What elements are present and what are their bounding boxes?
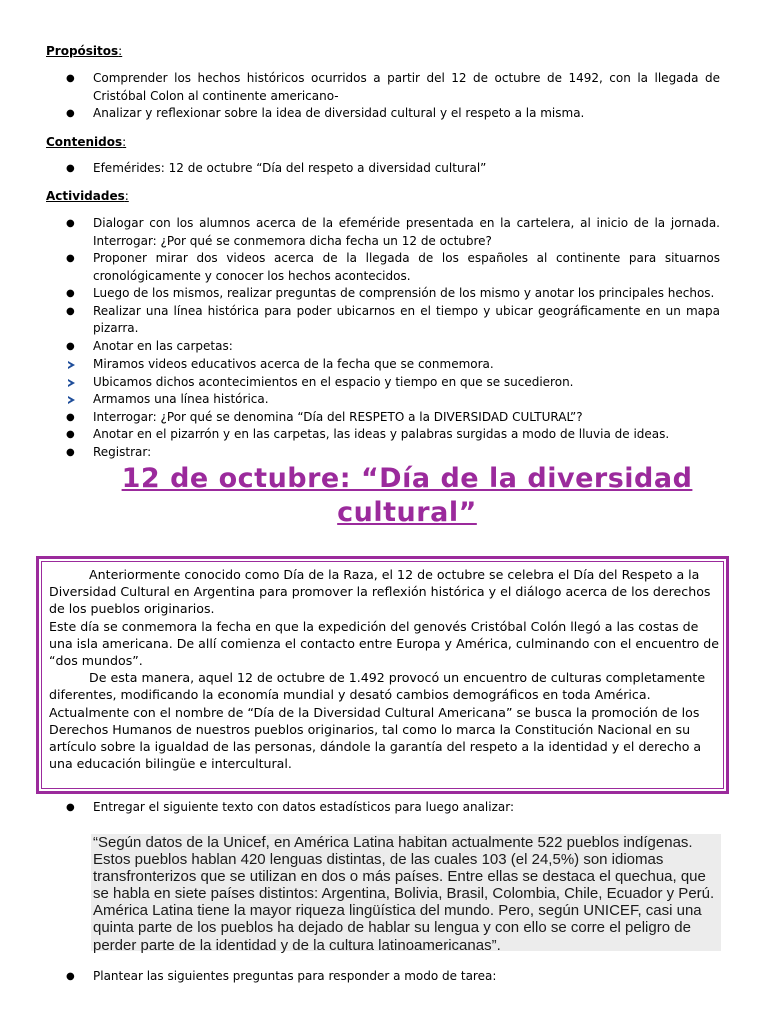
list-item-text: Anotar en las carpetas:: [93, 338, 233, 353]
plantear-list: [0, 968, 768, 986]
bullet-icon: ●: [66, 802, 75, 813]
entregar-list: [0, 799, 768, 817]
bullet-icon: ●: [66, 429, 75, 440]
list-item: [0, 160, 768, 178]
actividades-heading-text: Actividades: [46, 189, 125, 203]
info-box-text: [49, 566, 724, 772]
bullet-icon: ●: [66, 288, 75, 299]
list-item: [0, 105, 768, 123]
actividades-sublist: [0, 356, 768, 461]
list-item: [0, 215, 768, 250]
contenidos-heading: [46, 135, 126, 149]
propositos-heading-text: Propósitos: [46, 44, 119, 58]
list-item-text: Dialogar con los alumnos acerca de la efeméride presentada en la cartelera, al inicio de la jornada. Interrogar: ¿Por qué se conmemora dicha fecha un 12 de octubre?: [93, 216, 720, 248]
list-item: [0, 338, 768, 356]
actividades-heading: [46, 189, 129, 203]
info-paragraph: Anteriormente conocido como Día de la Raza, el 12 de octubre se celebra el Día del Respeto a la Diversidad Cultural en Argentina para promover la reflexión histórica y el diálogo acerca de los derechos de los pueblos originarios.: [49, 567, 715, 617]
arrow-bullet-icon: [68, 361, 75, 369]
list-item-text: Proponer mirar dos videos acerca de la llegada de los españoles al continente para situarnos cronológicamente y conocer los hechos acontecidos.: [93, 251, 720, 283]
list-item-text: Comprender los hechos históricos ocurridos a partir del 12 de octubre de 1492, con la llegada de Cristóbal Colon al continente americano-: [93, 71, 720, 103]
contenidos-colon: :: [122, 135, 127, 149]
bullet-icon: ●: [66, 446, 75, 458]
list-item-text: Ubicamos dichos acontecimientos en el espacio y tiempo en que se sucedieron.: [93, 374, 574, 389]
list-item-text: Realizar una línea histórica para poder ubicarnos en el tiempo y ubicar geográficamente en un mapa pizarra.: [93, 303, 720, 335]
list-item-text: Armamos una línea histórica.: [93, 392, 269, 406]
list-item: [0, 426, 768, 444]
info-box: [36, 556, 729, 794]
bullet-icon: ●: [66, 971, 75, 982]
bullet-icon: ●: [66, 340, 75, 352]
list-item-text: Anotar en el pizarrón y en las carpetas, las ideas y palabras surgidas a modo de lluvia de ideas.: [93, 427, 670, 441]
actividades-list: [0, 215, 768, 355]
list-item-text: Efemérides: 12 de octubre “Día del respeto a diversidad cultural”: [93, 161, 487, 175]
list-item: [0, 303, 768, 338]
list-item: [0, 374, 768, 392]
page-title: 12 de octubre: “Día de la diversidad cultural”: [121, 463, 693, 528]
list-item: [0, 799, 768, 817]
list-item: [0, 968, 768, 986]
list-item-text: Miramos videos educativos acerca de la fecha que se conmemora.: [93, 357, 494, 371]
bullet-icon: ●: [66, 253, 75, 264]
bullet-icon: ●: [66, 163, 75, 174]
list-item-text: Entregar el siguiente texto con datos estadísticos para luego analizar:: [93, 800, 515, 814]
list-item-text: Luego de los mismos, realizar preguntas de comprensión de los mismo y anotar los principales hechos.: [93, 286, 715, 300]
list-item-text: Interrogar: ¿Por qué se denomina “Día del RESPETO a la DIVERSIDAD CULTURAL”?: [93, 409, 583, 424]
propositos-heading: [46, 44, 122, 58]
info-paragraph: De esta manera, aquel 12 de octubre de 1.492 provocó un encuentro de culturas completamente diferentes, modificando la economía mundial y desató cambios demográficos en toda América.: [49, 670, 710, 703]
arrow-bullet-icon: [68, 379, 75, 387]
list-item: [0, 250, 768, 285]
bullet-icon: ●: [66, 73, 75, 84]
contenidos-list: [0, 160, 768, 178]
arrow-bullet-icon: [68, 396, 75, 404]
info-paragraph: Actualmente con el nombre de “Día de la Diversidad Cultural Americana” se busca la promoción de los Derechos Humanos de nuestros pueblos originarios, tal como lo marca la Constitución Nacional en su artículo sobre la igualdad de las personas, dándole la garantía del respeto a la identidad y el derecho a una educación bilingüe e intercultural.: [49, 704, 702, 772]
info-paragraph: Este día se conmemora la fecha en que la expedición del genovés Cristóbal Colón llegó a las costas de una isla americana. De allí comienza el contacto entre Europa y América, culminando con el encuentro de “dos mundos”.: [49, 618, 719, 669]
list-item: [0, 356, 768, 374]
propositos-list: [0, 70, 768, 123]
list-item: [0, 285, 768, 303]
list-item-text: Analizar y reflexionar sobre la idea de diversidad cultural y el respeto a la misma.: [93, 106, 585, 120]
list-item: [0, 409, 768, 427]
list-item: [0, 70, 768, 105]
propositos-colon: :: [118, 44, 123, 58]
list-item-text: Registrar:: [93, 444, 152, 459]
bullet-icon: ●: [66, 218, 75, 229]
statistics-quote: “Según datos de la Unicef, en América Latina habitan actualmente 522 pueblos indígenas. Estos pueblos hablan 420 lenguas distintas, de las cuales 103 (el 24,5%) son idiomas transfronterizos que se utilizan en dos o más países. Entre ellas se destaca el quechua, que se habla en siete países distintos: Argentina, Bolivia, Brasil, Colombia, Chile, Ecuador y Perú. América Latina tiene la mayor riqueza lingüística del mundo. Pero, según UNICEF, casi una quinta parte de los pueblos ha dejado de hablar su lengua y con ello se corre el peligro de perder parte de la identidad y de la cultura latinoamericanas”.: [91, 834, 721, 951]
contenidos-heading-text: Contenidos: [46, 135, 123, 149]
list-item: [0, 444, 768, 462]
actividades-colon: :: [124, 189, 129, 203]
list-item-text: Plantear las siguientes preguntas para responder a modo de tarea:: [93, 969, 497, 983]
bullet-icon: ●: [66, 108, 75, 119]
bullet-icon: ●: [66, 305, 75, 317]
bullet-icon: ●: [66, 411, 75, 423]
list-item: [0, 391, 768, 409]
